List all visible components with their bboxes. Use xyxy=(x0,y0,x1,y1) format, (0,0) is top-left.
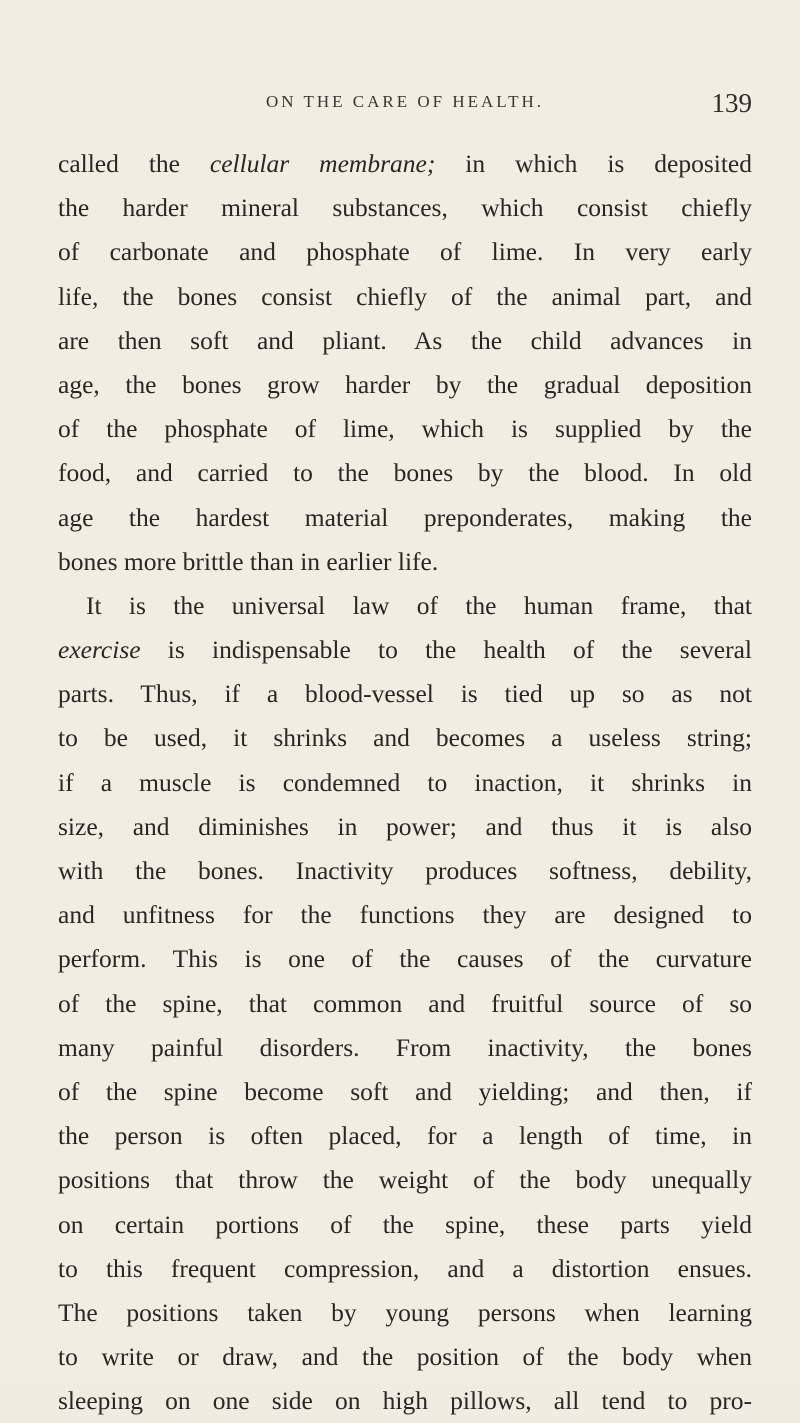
text-span: is indispensable to the health of the several xyxy=(140,635,752,665)
text-span: to this frequent compression, and a distortion ensues. xyxy=(58,1253,752,1283)
text-span: The positions taken by young persons when learning xyxy=(58,1297,752,1327)
text-span: the person is often placed, for a length of time, in xyxy=(58,1121,752,1151)
text-span: of the spine become soft and yielding; and then, if xyxy=(58,1076,752,1106)
text-span: food, and carried to the bones by the blood. In old xyxy=(58,458,752,488)
text-line xyxy=(58,186,752,230)
text-span: It is the universal law of the human frame, that xyxy=(86,590,752,620)
text-span: age, the bones grow harder by the gradual deposition xyxy=(58,369,752,399)
text-line xyxy=(58,1335,752,1379)
text-span: life, the bones consist chiefly of the animal part, and xyxy=(58,281,752,311)
text-span: are then soft and pliant. As the child advances in xyxy=(58,325,752,355)
text-line xyxy=(58,540,752,584)
text-line xyxy=(58,319,752,363)
text-line xyxy=(58,1203,752,1247)
text-span: perform. This is one of the causes of the curvature xyxy=(58,944,752,974)
text-line xyxy=(58,1026,752,1070)
text-span: with the bones. Inactivity produces softness, debility, xyxy=(58,856,752,885)
text-span: on certain portions of the spine, these parts yield xyxy=(58,1209,752,1239)
page-number: 139 xyxy=(711,88,752,118)
text-span: of carbonate and phosphate of lime. In very early xyxy=(58,237,752,267)
text-span: bones more brittle than in earlier life. xyxy=(58,546,439,576)
text-line xyxy=(58,407,752,451)
text-line xyxy=(58,805,752,849)
text-span: of the phosphate of lime, which is supplied by the xyxy=(58,414,752,444)
text-span: if a muscle is condemned to inaction, it shrinks in xyxy=(58,767,752,797)
text-line xyxy=(58,1070,752,1114)
text-line xyxy=(58,230,752,274)
text-line xyxy=(58,672,752,716)
text-span: many painful disorders. From inactivity, the bones xyxy=(58,1032,752,1062)
text-line xyxy=(58,849,752,893)
body-text xyxy=(58,142,752,1423)
text-line xyxy=(58,1158,752,1202)
text-span: in which is deposited xyxy=(435,149,753,178)
text-span: sleeping on one side on high pillows, all tend to pro- xyxy=(58,1386,752,1416)
text-span: of the spine, that common and fruitful source of so xyxy=(58,988,752,1018)
text-line xyxy=(58,628,752,672)
page-header xyxy=(58,88,752,122)
text-span: size, and diminishes in power; and thus it is also xyxy=(58,811,752,841)
text-line xyxy=(58,496,752,540)
text-line xyxy=(58,1379,752,1423)
text-span: age the hardest material preponderates, making the xyxy=(58,502,752,532)
text-span: and unfitness for the functions they are designed to xyxy=(58,900,752,930)
text-span: to be used, it shrinks and becomes a useless string; xyxy=(58,723,752,753)
text-span: positions that throw the weight of the body unequally xyxy=(58,1165,752,1195)
italic-term: cellular membrane; xyxy=(209,149,436,178)
text-line xyxy=(58,451,752,495)
text-line xyxy=(58,937,752,981)
italic-term: exercise xyxy=(58,635,141,665)
text-line xyxy=(58,1114,752,1158)
text-line xyxy=(58,1291,752,1335)
text-span: to write or draw, and the position of the body when xyxy=(58,1342,752,1372)
running-head: ON THE CARE OF HEALTH. xyxy=(265,92,545,111)
text-line xyxy=(58,1247,752,1291)
text-line xyxy=(58,982,752,1026)
text-line xyxy=(58,761,752,805)
text-span: called the xyxy=(58,149,210,178)
text-line xyxy=(58,142,752,186)
text-line xyxy=(58,716,752,760)
text-line xyxy=(58,893,752,937)
text-line xyxy=(58,363,752,407)
text-span: the harder mineral substances, which consist chiefly xyxy=(58,193,752,223)
text-line xyxy=(58,275,752,319)
text-line xyxy=(58,584,752,628)
text-span: parts. Thus, if a blood-vessel is tied up so as not xyxy=(58,679,752,709)
